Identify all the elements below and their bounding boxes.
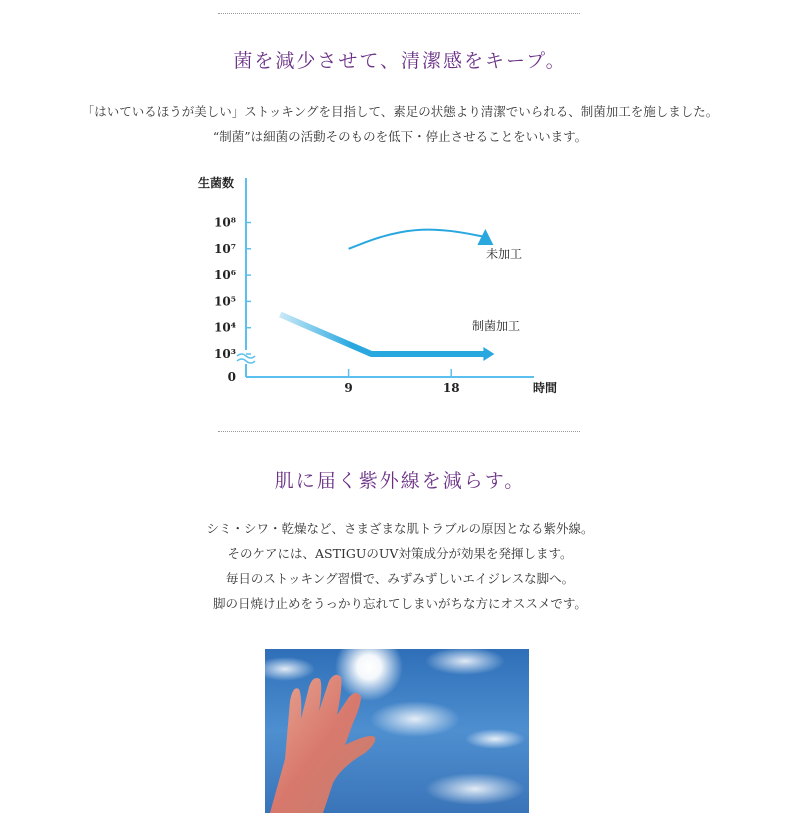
middle-divider [218, 431, 580, 432]
section1-line-2: “制菌”は細菌の活動そのものを低下・停止させることをいいます。 [212, 129, 588, 144]
chart-axes [237, 178, 534, 377]
x-tick-label: 9 [344, 381, 353, 395]
series-antibacterial-label: 制菌加工 [472, 319, 521, 333]
y-tick-label: 10⁷ [214, 241, 236, 256]
y-tick-label: 0 [227, 370, 236, 384]
series-antibacterial-line [280, 315, 485, 354]
y-tick-label: 10⁶ [214, 268, 236, 283]
y-tick-label: 10⁴ [214, 320, 236, 335]
x-tick-label: 18 [442, 381, 460, 395]
series-antibacterial-arrowhead [483, 347, 494, 361]
section1-text [0, 99, 800, 149]
section2-line-4: 脚の日焼け止めをうっかり忘れてしまいがちな方にオススメです。 [213, 596, 587, 611]
y-tick-label: 10⁵ [214, 294, 236, 309]
bacteria-chart [190, 170, 570, 400]
x-axis-label: 時間 [533, 381, 558, 395]
series-untreated-label: 未加工 [486, 247, 523, 261]
top-divider [218, 13, 580, 14]
sky-hand-photo [265, 649, 529, 813]
series-untreated-line [349, 230, 486, 249]
y-tick-label: 10³ [214, 347, 236, 361]
axis-break-mark [237, 354, 255, 363]
section1-line-1: 「はいているほうが美しい」ストッキングを目指して、素足の状態より清潔でいられる、制菌加工を施しました。 [81, 104, 719, 119]
section1-heading: 菌を減少させて、清潔感をキープ。 [233, 50, 567, 72]
section2-heading: 肌に届く紫外線を減らす。 [274, 470, 526, 492]
section2-text [0, 516, 800, 616]
y-tick-label: 10⁸ [214, 215, 236, 230]
section2-line-1: シミ・シワ・乾燥など、さまざまな肌トラブルの原因となる紫外線。 [206, 521, 594, 536]
section2-line-3: 毎日のストッキング習慣で、みずみずしいエイジレスな脚へ。 [225, 571, 575, 586]
y-axis-label: 生菌数 [198, 176, 235, 190]
section2-line-2: そのケアには、ASTIGUのUV対策成分が効果を発揮します。 [227, 546, 573, 561]
